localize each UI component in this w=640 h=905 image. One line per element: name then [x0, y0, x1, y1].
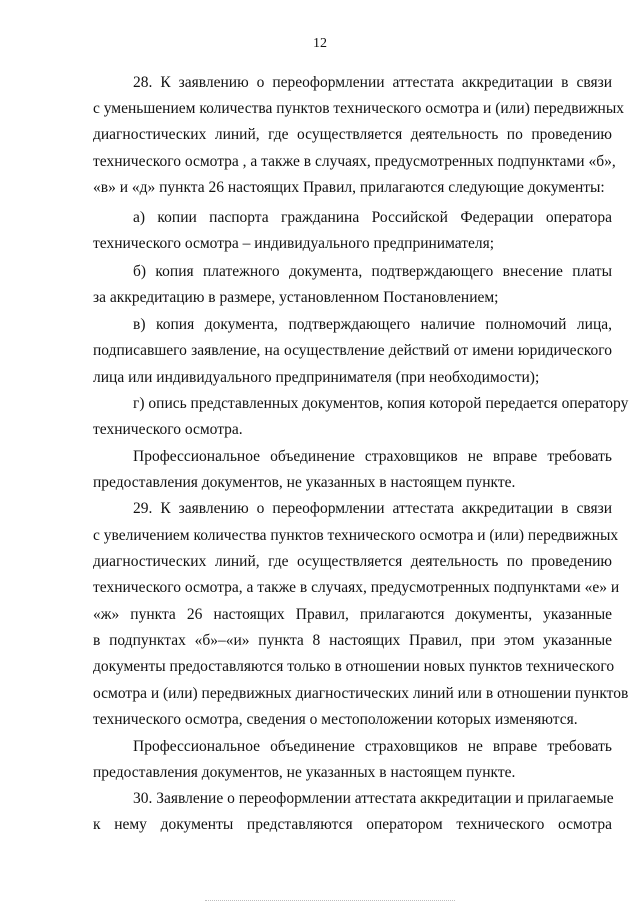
- para-29-line-1: 29. К заявлению о переоформлении аттестата аккредитации в связи: [133, 500, 612, 517]
- scan-edge-mark: [205, 900, 455, 903]
- para-28-note-line-1: Профессиональное объединение страховщиков не вправе требовать: [133, 448, 612, 465]
- para-28-line-1: 28. К заявлению о переоформлении аттестата аккредитации в связи: [133, 74, 612, 91]
- para-29-note-line-2: предоставления документов, не указанных в настоящем пункте.: [93, 764, 516, 781]
- para-30-line-2: к нему документы представляются оператором технического осмотра: [93, 816, 612, 833]
- para-28-line-5: «в» и «д» пункта 26 настоящих Правил, прилагаются следующие документы:: [93, 179, 605, 196]
- para-29-line-7: документы предоставляются только в отношении новых пунктов технического: [93, 658, 615, 675]
- para-28-line-2: с уменьшением количества пунктов технического осмотра и (или) передвижных: [93, 100, 625, 117]
- para-29-line-5: «ж» пункта 26 настоящих Правил, прилагаются документы, указанные: [93, 606, 612, 623]
- para-29-line-3: диагностических линий, где осуществляется деятельность по проведению: [93, 553, 612, 570]
- para-29-line-6: в подпунктах «б»–«и» пункта 8 настоящих Правил, при этом указанные: [93, 632, 612, 649]
- item-b-line-2: за аккредитацию в размере, установленном Постановлением;: [93, 289, 499, 306]
- item-v-line-2: подписавшего заявление, на осуществление действий от имени юридического: [93, 342, 612, 359]
- para-29-line-4: технического осмотра, а также в случаях, предусмотренных подпунктами «е» и: [93, 579, 620, 596]
- item-a-line-2: технического осмотра – индивидуального предпринимателя;: [93, 235, 495, 252]
- para-29-note-line-1: Профессиональное объединение страховщиков не вправе требовать: [133, 738, 612, 755]
- item-g-line-1: г) опись представленных документов, копия которой передается оператору: [133, 395, 629, 412]
- para-30-line-1: 30. Заявление о переоформлении аттестата аккредитации и прилагаемые: [133, 790, 614, 807]
- para-29-line-9: технического осмотра, сведения о местоположении которых изменяются.: [93, 711, 578, 728]
- para-29-line-8: осмотра и (или) передвижных диагностических линий или в отношении пунктов: [93, 685, 629, 702]
- item-g-line-2: технического осмотра.: [93, 421, 243, 438]
- para-28-line-4: технического осмотра , а также в случаях, предусмотренных подпунктами «б»,: [93, 153, 616, 170]
- item-b-line-1: б) копия платежного документа, подтверждающего внесение платы: [133, 263, 612, 280]
- item-v-line-3: лица или индивидуального предпринимателя (при необходимости);: [93, 369, 540, 386]
- item-a-line-1: а) копии паспорта гражданина Российской Федерации оператора: [133, 209, 612, 226]
- page-number: 12: [313, 36, 327, 51]
- para-28-line-3: диагностических линий, где осуществляется деятельность по проведению: [93, 126, 612, 143]
- item-v-line-1: в) копия документа, подтверждающего наличие полномочий лица,: [133, 316, 612, 333]
- para-28-note-line-2: предоставления документов, не указанных в настоящем пункте.: [93, 474, 516, 491]
- para-29-line-2: с увеличением количества пунктов технического осмотра и (или) передвижных: [93, 527, 619, 544]
